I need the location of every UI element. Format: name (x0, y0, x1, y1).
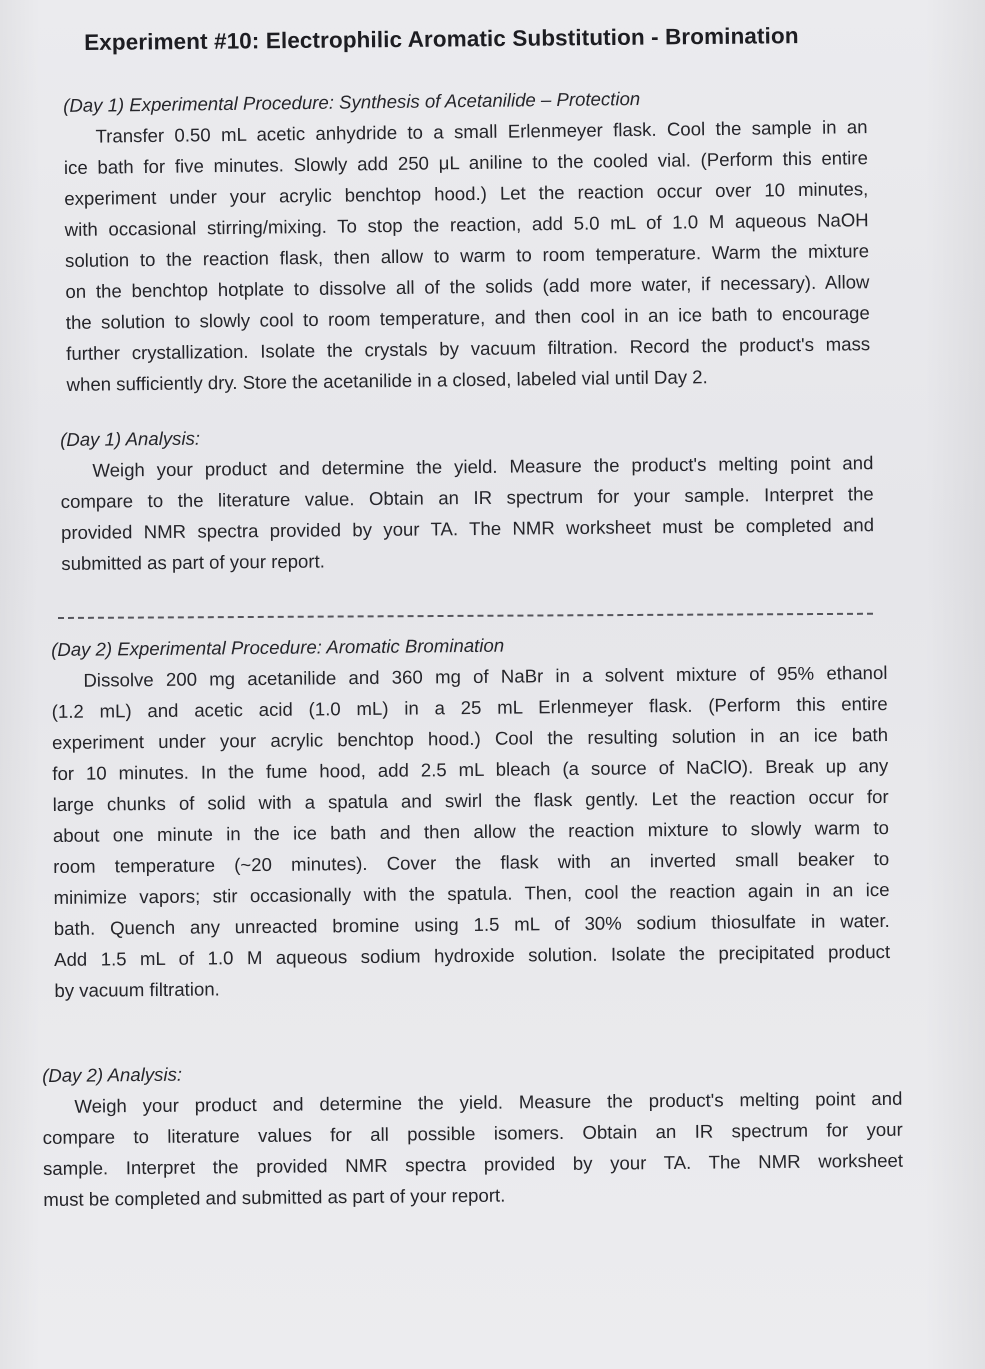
paragraph-line: Transfer 0.50 mL acetic anhydride to a small Erlenmeyer flask. Cool the sample in an (95, 116, 868, 147)
day2-procedure-section (51, 626, 891, 1006)
paragraph-line: Add 1.5 mL of 1.0 M aqueous sodium hydroxide solution. Isolate the precipitated product (54, 940, 891, 970)
paragraph-line: further crystallization. Isolate the crystals by vacuum filtration. Record the product's mass (66, 333, 871, 364)
paragraph-line: room temperature (~20 minutes). Cover the flask with an inverted small beaker to (53, 847, 890, 877)
day2-analysis-section (42, 1052, 903, 1215)
section-heading: (Day 2) Analysis: (42, 1063, 183, 1086)
paragraph-line: with occasional stirring/mixing. To stop the reaction, add 5.0 mL of 1.0 M aqueous NaOH (64, 209, 869, 240)
paragraph-line: experiment under your acrylic benchtop hood.) Let the reaction occur over 10 minutes, (64, 178, 869, 209)
paragraph-line: compare to the literature value. Obtain an IR spectrum for your sample. Interpret the (60, 483, 874, 512)
experiment-title: Experiment #10: Electrophilic Aromatic Substitution - Bromination (84, 23, 799, 55)
paragraph-line: must be completed and submitted as part of your report. (43, 1184, 506, 1210)
section-heading: (Day 2) Experimental Procedure: Aromatic Bromination (51, 634, 505, 660)
paragraph-line: sample. Interpret the provided NMR spectra provided by your TA. The NMR worksheet (42, 1149, 904, 1179)
paragraph-line: large chunks of solid with a spatula and swirl the flask gently. Let the reaction occur for (52, 785, 889, 815)
paragraph-line: for 10 minutes. In the fume hood, add 2.5 mL bleach (a source of NaClO). Break up any (52, 754, 889, 784)
paragraph-line: minimize vapors; stir occasionally with the spatula. Then, cool the reaction again in an ice (53, 878, 890, 908)
dashed-divider (58, 613, 873, 619)
paragraph-line: Dissolve 200 mg acetanilide and 360 mg of NaBr in a solvent mixture of 95% ethanol (83, 661, 888, 691)
day1-procedure-section (63, 80, 871, 400)
paragraph-line: submitted as part of your report. (61, 550, 325, 574)
paragraph-line: on the benchtop hotplate to dissolve all of the solids (add more water, if necessary). Allow (65, 271, 870, 302)
page-edge-shadow-right (925, 0, 985, 1369)
day1-analysis-section (60, 416, 874, 579)
paragraph-line: (1.2 mL) and acetic acid (1.0 mL) in a 25 mL Erlenmeyer flask. (Perform this entire (51, 692, 888, 722)
paragraph-line: the solution to slowly cool to room temperature, and then cool in an ice bath to encourage (65, 302, 870, 333)
paragraph-line: compare to literature values for all possible isomers. Obtain an IR spectrum for your (42, 1118, 903, 1148)
paragraph-line: experiment under your acrylic benchtop hood.) Cool the resulting solution in an ice bath (51, 723, 889, 753)
paragraph-line: when sufficiently dry. Store the acetanilide in a closed, labeled vial until Day 2. (66, 366, 708, 395)
paragraph-line: bath. Quench any unreacted bromine using 1.5 mL of 30% sodium thiosulfate in water. (53, 909, 890, 939)
paragraph-line: by vacuum filtration. (54, 978, 220, 1001)
paragraph-line: Weigh your product and determine the yield. Measure the product's melting point and (74, 1087, 903, 1117)
paragraph-line: solution to the reaction flask, then allow to warm to room temperature. Warm the mixture (64, 240, 870, 271)
paragraph-line: ice bath for five minutes. Slowly add 250 μL aniline to the cooled vial. (Perform this entire (63, 147, 869, 178)
paragraph-line: provided NMR spectra provided by your TA. The NMR worksheet must be completed and (60, 514, 875, 543)
paragraph-line: about one minute in the ice bath and then allow the reaction mixture to slowly warm to (52, 816, 889, 846)
section-heading: (Day 1) Analysis: (60, 427, 201, 450)
page-edge-shadow-left (0, 0, 40, 1369)
section-heading: (Day 1) Experimental Procedure: Synthesis of Acetanilide – Protection (63, 87, 641, 116)
paragraph-line: Weigh your product and determine the yield. Measure the product's melting point and (92, 452, 874, 481)
